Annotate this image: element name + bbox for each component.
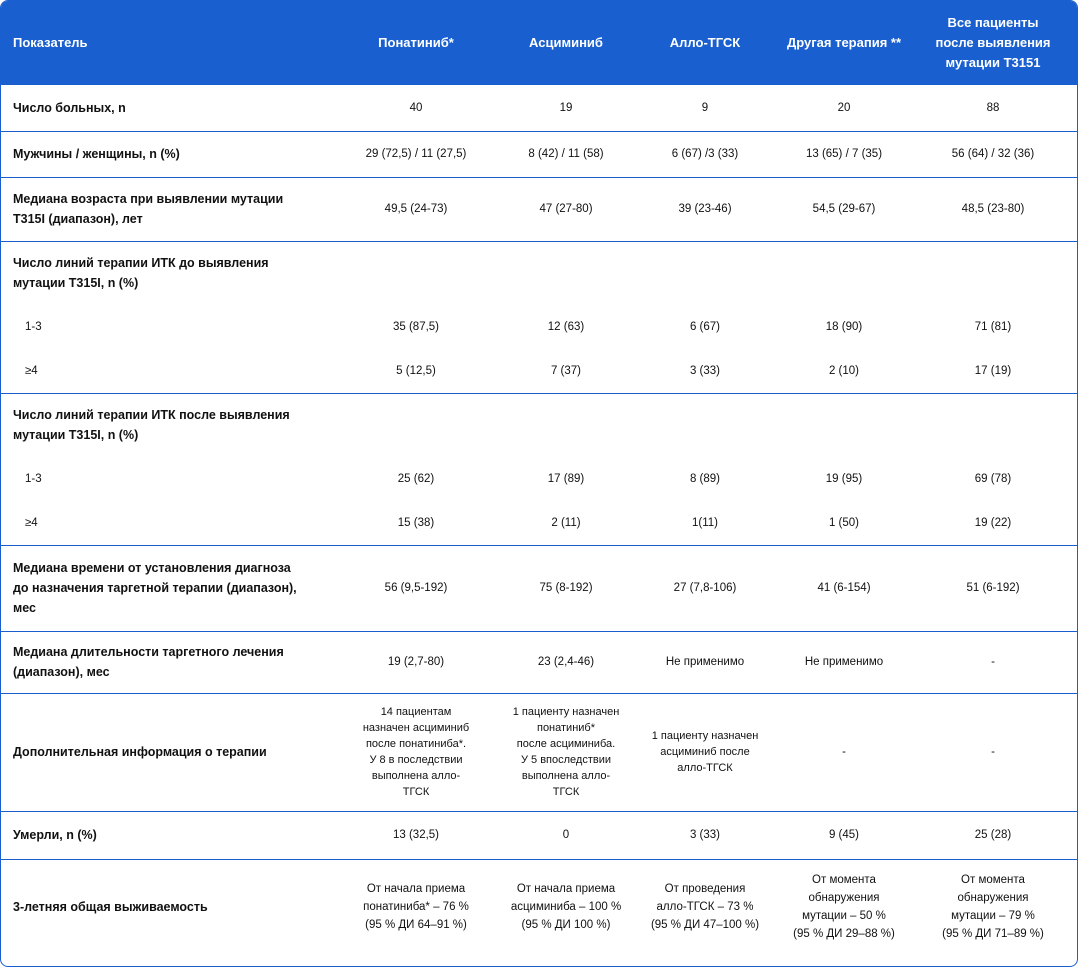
- cell: 6 (67) /3 (33): [631, 131, 779, 177]
- cell-line: 14 пациентам: [380, 706, 452, 718]
- cell-line: От момента: [961, 874, 1025, 887]
- table-header-row: [1, 1, 1077, 85]
- row-label-line: Число линий терапии ИТК до выявления: [13, 256, 269, 271]
- cell: 9 (45): [779, 811, 909, 859]
- row-label: [1, 177, 331, 241]
- header-indicator: Показатель: [1, 1, 331, 85]
- cell: 19 (22): [974, 516, 1012, 529]
- row-label: Мужчины / женщины, n (%): [1, 131, 331, 177]
- row-label: Дополнительная информация о терапии: [1, 693, 331, 811]
- cell: 17 (19): [974, 364, 1012, 377]
- header-other: Другая терапия **: [779, 1, 909, 85]
- cell: 23 (2,4-46): [501, 631, 631, 693]
- table-row: [1, 85, 1077, 131]
- cell: 8 (89): [689, 473, 721, 485]
- table-row: [1, 241, 1077, 305]
- cell: 35 (87,5): [392, 321, 440, 333]
- row-sublabel: 1-3: [25, 473, 42, 485]
- cell-survival-ponatinib: [331, 859, 501, 955]
- cell-survival-all: [909, 859, 1077, 955]
- header-all-patients: [909, 1, 1077, 85]
- table-row: [1, 859, 1077, 955]
- cell-line: обнаружения: [808, 892, 880, 905]
- cell-line: 1 пациенту назначен: [512, 706, 620, 718]
- cell: 88: [986, 101, 1000, 114]
- cell: Не применимо: [631, 631, 779, 693]
- cell: 3 (33): [631, 811, 779, 859]
- cell: 6 (67): [689, 321, 721, 333]
- cell: 18 (90): [825, 321, 863, 333]
- cell-line: (95 % ДИ 29–88 %): [793, 928, 895, 941]
- cell-line: У 8 в последствии: [369, 754, 463, 766]
- header-allo: Алло-ТГСК: [631, 1, 779, 85]
- cell-extra-asciminib: [501, 693, 631, 811]
- row-label-line: Медиана времени от установления диагноза: [13, 561, 291, 575]
- cell-line: мутации – 50 %: [802, 910, 886, 923]
- row-label-line: (диапазон), мес: [13, 665, 110, 679]
- cell: 2 (10): [828, 364, 860, 377]
- cell-line: (95 % ДИ 47–100 %): [650, 919, 760, 932]
- table-row: [1, 457, 1077, 501]
- cell-extra-allo: [631, 693, 779, 811]
- cell-line: (95 % ДИ 64–91 %): [365, 919, 467, 932]
- cell: 25 (62): [397, 473, 435, 485]
- row-sublabel: ≥4: [25, 516, 38, 529]
- cell: 1 (50): [828, 516, 860, 529]
- cell-line: после асциминиба.: [516, 738, 616, 750]
- cell: 49,5 (24-73): [331, 177, 501, 241]
- cell-survival-other: [779, 859, 909, 955]
- cell: -: [779, 693, 909, 811]
- row-label-line: мутации T315I, n (%): [13, 276, 139, 291]
- cell: 1(11): [692, 516, 718, 529]
- cell-line: асциминиба – 100 %: [510, 901, 622, 914]
- row-label: [1, 631, 331, 693]
- cell: 20: [837, 101, 851, 114]
- table-row: [1, 811, 1077, 859]
- cell: 5 (12,5): [396, 364, 436, 377]
- cell-line: 1 пациенту назначен: [651, 730, 759, 742]
- table-row: [1, 177, 1077, 241]
- cell: 0: [501, 811, 631, 859]
- table-row: [1, 501, 1077, 545]
- cell: 12 (63): [547, 321, 585, 333]
- cell: 56 (9,5-192): [331, 545, 501, 631]
- cell-line: выполнена алло-: [521, 770, 611, 782]
- cell-line: понатиниба* – 76 %: [363, 901, 469, 914]
- cell: 2 (11): [551, 516, 581, 529]
- cell-line: От начала приема: [366, 883, 466, 896]
- row-label-line: мес: [13, 601, 36, 615]
- cell: 48,5 (23-80): [909, 177, 1077, 241]
- cell: 51 (6-192): [909, 545, 1077, 631]
- cell: 25 (28): [909, 811, 1077, 859]
- table-row: [1, 693, 1077, 811]
- row-sublabel: 1-3: [25, 321, 42, 333]
- cell: 13 (32,5): [331, 811, 501, 859]
- header-all-line-3: мутации T3151: [945, 55, 1041, 70]
- cell: 27 (7,8-106): [631, 545, 779, 631]
- cell: 15 (38): [397, 516, 435, 529]
- table-row: [1, 545, 1077, 631]
- row-label-line: до назначения таргетной терапии (диапазон),: [13, 581, 297, 595]
- cell-line: У 5 впоследствии: [520, 754, 612, 766]
- cell: 3 (33): [689, 364, 721, 377]
- cell: 41 (6-154): [779, 545, 909, 631]
- row-label: 3-летняя общая выживаемость: [1, 859, 331, 955]
- cell-line: после понатиниба*.: [365, 738, 467, 750]
- table-row: [1, 131, 1077, 177]
- cell: 40: [409, 101, 423, 114]
- cell-line: понатиниб*: [536, 722, 595, 734]
- header-all-line-2: после выявления: [935, 35, 1051, 50]
- row-label: [1, 241, 331, 305]
- cell: 29 (72,5) / 11 (27,5): [331, 131, 501, 177]
- cell-line: обнаружения: [957, 892, 1029, 905]
- cell-line: назначен асциминиб: [362, 722, 470, 734]
- cell: 19 (95): [825, 473, 863, 485]
- header-ponatinib: Понатиниб*: [331, 1, 501, 85]
- cell-survival-asciminib: [501, 859, 631, 955]
- cell: 71 (81): [974, 321, 1012, 333]
- header-asciminib: Асциминиб: [501, 1, 631, 85]
- cell-line: мутации – 79 %: [951, 910, 1035, 923]
- cell-line: (95 % ДИ 71–89 %): [942, 928, 1044, 941]
- cell-line: алло-ТГСК: [677, 762, 733, 774]
- row-label-line: Медиана длительности таргетного лечения: [13, 645, 284, 659]
- cell-line: ТГСК: [402, 786, 430, 798]
- cell: 47 (27-80): [501, 177, 631, 241]
- cell: 75 (8-192): [501, 545, 631, 631]
- cell-line: От момента: [812, 874, 876, 887]
- cell: 19 (2,7-80): [331, 631, 501, 693]
- row-label-line: T315I (диапазон), лет: [13, 212, 143, 226]
- cell-line: От проведения: [664, 883, 746, 896]
- table-row: [1, 631, 1077, 693]
- therapy-outcomes-table: [1, 1, 1077, 955]
- cell-line: асциминиб после: [660, 746, 750, 758]
- cell: 13 (65) / 7 (35): [779, 131, 909, 177]
- cell: 56 (64) / 32 (36): [909, 131, 1077, 177]
- cell-line: выполнена алло-: [371, 770, 461, 782]
- cell: 17 (89): [547, 473, 585, 485]
- cell: 7 (37): [550, 364, 582, 377]
- row-sublabel: ≥4: [25, 364, 38, 377]
- cell-line: алло-ТГСК – 73 %: [656, 901, 754, 914]
- table-row: [1, 349, 1077, 393]
- row-label-line: мутации T315I, n (%): [13, 428, 139, 443]
- cell: -: [909, 693, 1077, 811]
- row-label: Умерли, n (%): [1, 811, 331, 859]
- cell: 39 (23-46): [631, 177, 779, 241]
- cell: -: [909, 631, 1077, 693]
- row-label-line: Медиана возраста при выявлении мутации: [13, 192, 284, 206]
- table-row: [1, 393, 1077, 457]
- cell: Не применимо: [779, 631, 909, 693]
- cell-survival-allo: [631, 859, 779, 955]
- row-label: Число больных, n: [13, 100, 126, 115]
- header-all-line-1: Все пациенты: [947, 15, 1039, 30]
- table-row: [1, 305, 1077, 349]
- cell-line: От начала приема: [516, 883, 616, 896]
- row-label: [1, 393, 331, 457]
- cell: 19: [559, 101, 573, 114]
- cell: 54,5 (29-67): [779, 177, 909, 241]
- cell: 69 (78): [974, 473, 1012, 485]
- cell-line: (95 % ДИ 100 %): [521, 919, 611, 932]
- cell-extra-ponatinib: [331, 693, 501, 811]
- cell: 8 (42) / 11 (58): [501, 131, 631, 177]
- cell-line: ТГСК: [552, 786, 580, 798]
- row-label: [1, 545, 331, 631]
- row-label-line: Число линий терапии ИТК после выявления: [13, 408, 290, 423]
- cell: 9: [701, 101, 709, 114]
